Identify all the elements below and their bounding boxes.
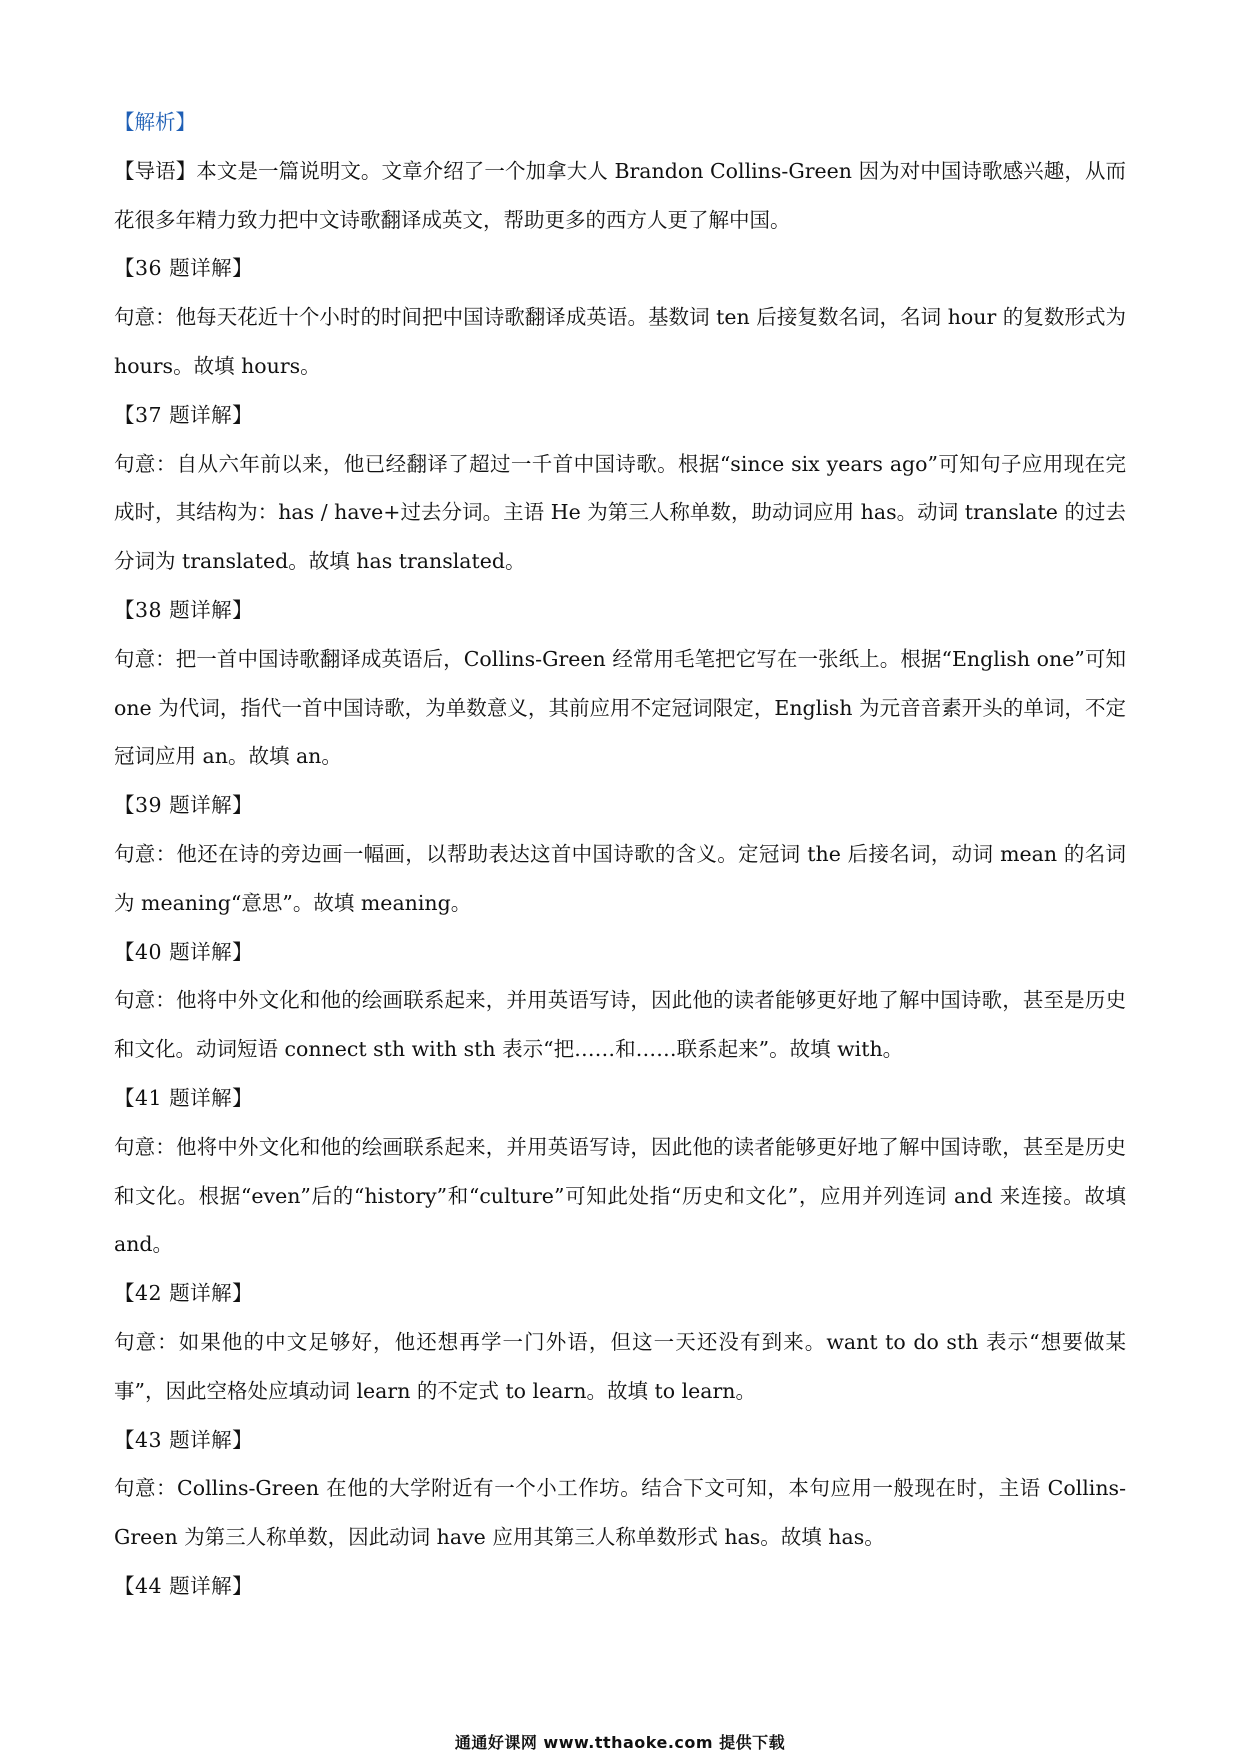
- item-43-heading: 【43 题详解】: [114, 1427, 254, 1452]
- item-36-text: 句意：他每天花近十个小时的时间把中国诗歌翻译成英语。基数词 ten 后接复数名词，名词 hour 的复数形式为 hours。故填 hours。: [114, 305, 1126, 378]
- item-37-text: 句意：自从六年前以来，他已经翻译了超过一千首中国诗歌。根据“since six years ago”可知句子应用现在完成时，其结构为：has / have+过去分词。主语 He 为第三人称单数，助动词应用 has。动词 translate 的过去分词为 translated。故填 has translated。: [114, 451, 1126, 574]
- item-41-text: 句意：他将中外文化和他的绘画联系起来，并用英语写诗，因此他的读者能够更好地了解中国诗歌，甚至是历史和文化。根据“even”后的“history”和“culture”可知此处指“历史和文化”，应用并列连词 and 来连接。故填 and。: [114, 1134, 1126, 1257]
- item-42-heading: 【42 题详解】: [114, 1281, 254, 1306]
- item-36-heading: 【36 题详解】: [114, 256, 254, 281]
- item-42-text: 句意：如果他的中文足够好，他还想再学一门外语，但这一天还没有到来。want to do sth 表示“想要做某事”，因此空格处应填动词 learn 的不定式 to learn。故填 to learn。: [114, 1329, 1126, 1403]
- analysis-label: 【解析】: [114, 110, 196, 134]
- item-40-heading: 【40 题详解】: [114, 939, 254, 964]
- item-38-heading: 【38 题详解】: [114, 597, 254, 622]
- intro-paragraph: 【导语】本文是一篇说明文。文章介绍了一个加拿大人 Brandon Collins-Green 因为对中国诗歌感兴趣，从而花很多年精力致力把中文诗歌翻译成英文，帮助更多的西方人更了解中国。: [114, 158, 1126, 232]
- item-43-text: 句意：Collins-Green 在他的大学附近有一个小工作坊。结合下文可知，本句应用一般现在时，主语 Collins-Green 为第三人称单数，因此动词 have 应用其第三人称单数形式 has。故填 has。: [114, 1476, 1126, 1550]
- item-39-heading: 【39 题详解】: [114, 793, 254, 818]
- page-footer: 通通好课网 www.tthaoke.com 提供下载: [454, 1733, 786, 1752]
- item-38-text: 句意：把一首中国诗歌翻译成英语后，Collins-Green 经常用毛笔把它写在一张纸上。根据“English one”可知 one 为代词，指代一首中国诗歌，为单数意义，其前应用不定冠词限定，English 为元音音素开头的单词，不定冠词应用 an。故填 an。: [114, 646, 1126, 769]
- item-44-heading: 【44 题详解】: [114, 1573, 254, 1598]
- document-content: [114, 98, 1126, 1611]
- item-41-heading: 【41 题详解】: [114, 1085, 254, 1110]
- item-37-heading: 【37 题详解】: [114, 402, 254, 427]
- item-39-text: 句意：他还在诗的旁边画一幅画，以帮助表达这首中国诗歌的含义。定冠词 the 后接名词，动词 mean 的名词为 meaning“意思”。故填 meaning。: [114, 841, 1126, 915]
- item-40-text: 句意：他将中外文化和他的绘画联系起来，并用英语写诗，因此他的读者能够更好地了解中国诗歌，甚至是历史和文化。动词短语 connect sth with sth 表示“把……和……联系起来”。故填 with。: [114, 988, 1126, 1062]
